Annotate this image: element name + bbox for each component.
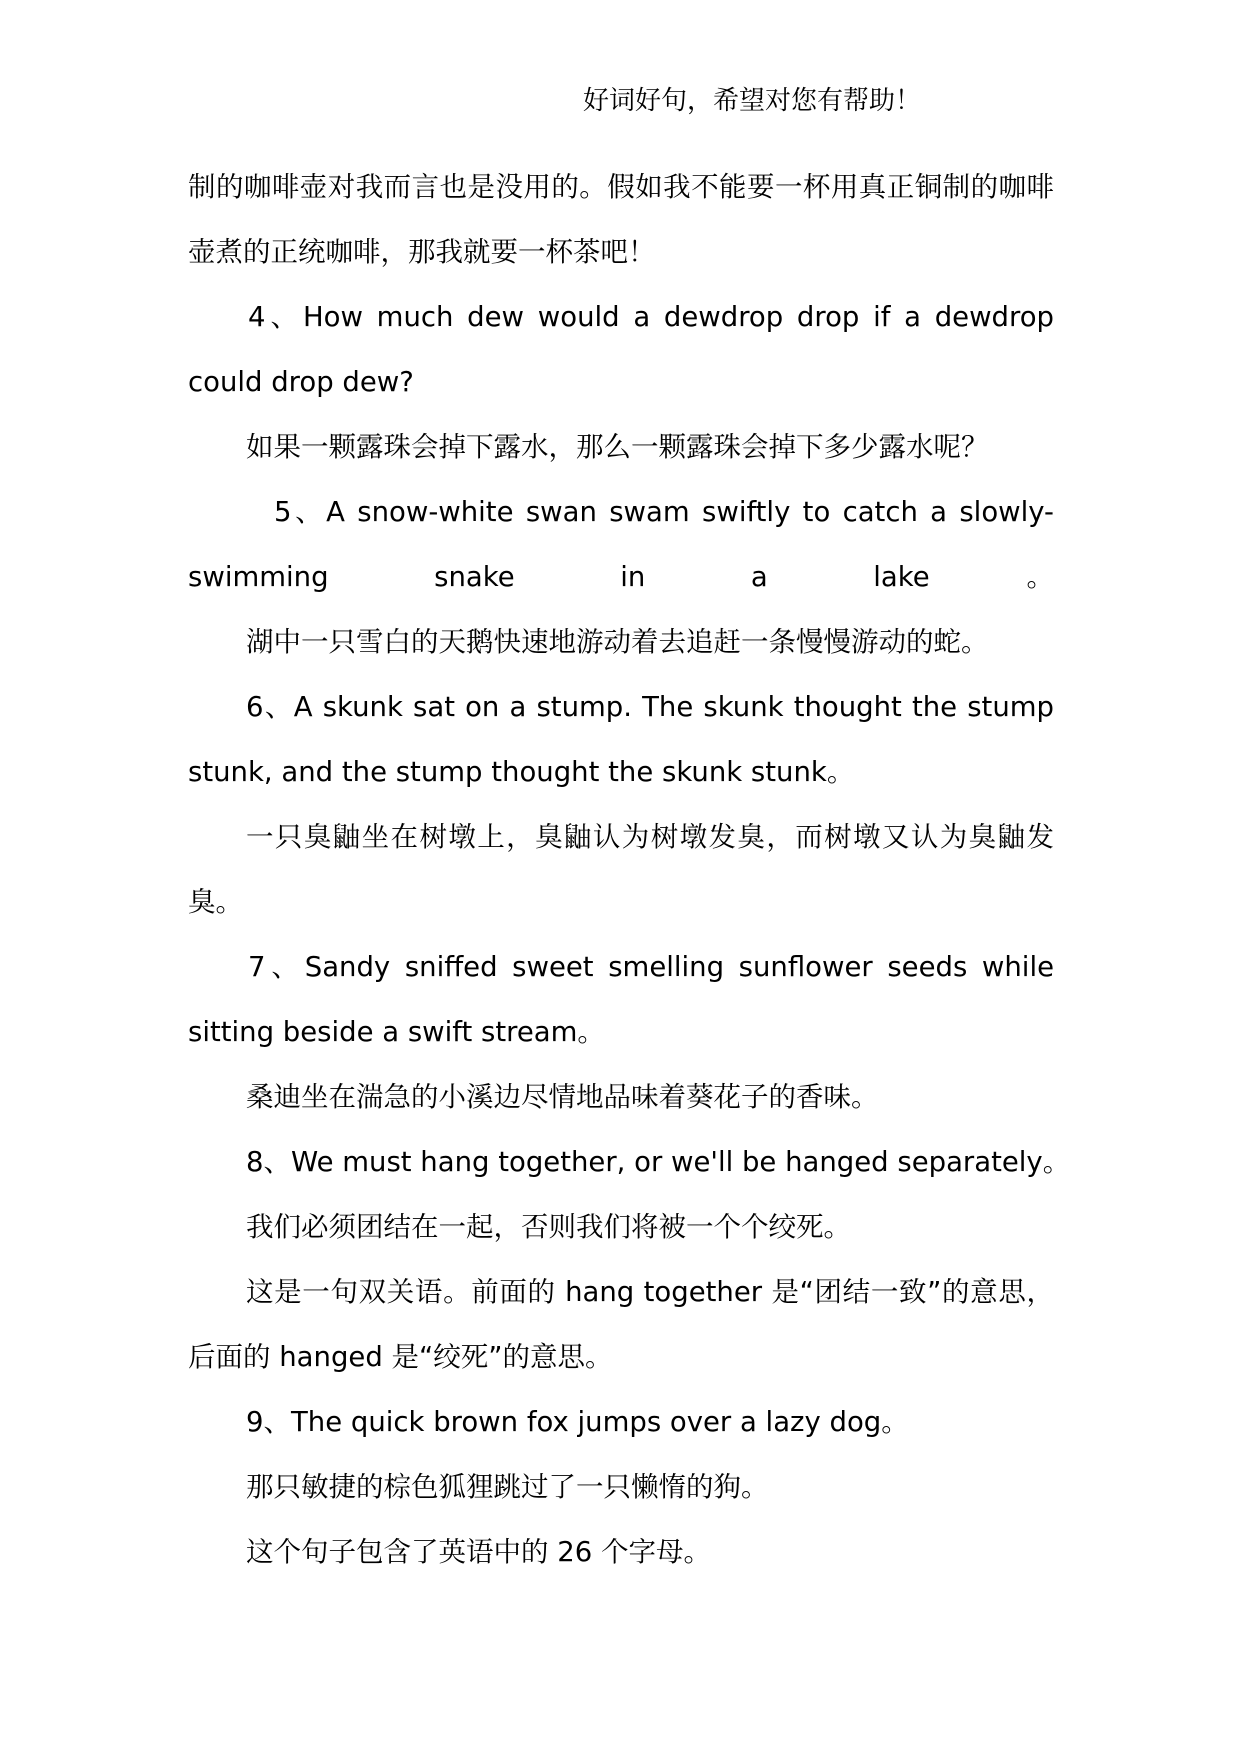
paragraph-pun-note: 这是一句双关语。前面的 hang together 是“团结一致”的意思，后面的 hanged 是“绞死”的意思。 [188,1276,1054,1373]
paragraph-tongue-twister-6: 6、A skunk sat on a stump. The skunk thought the stump stunk, and the stump thought the skunk stunk。 [188,691,1054,788]
document-body [188,155,1071,1585]
paragraph-translation-7: 桑迪坐在湍急的小溪边尽情地品味着葵花子的香味。 [246,1081,879,1113]
paragraph-translation-9: 那只敏捷的棕色狐狸跳过了一只懒惰的狗。 [246,1471,769,1503]
paragraph-coffee-end: 制的咖啡壶对我而言也是没用的。假如我不能要一杯用真正铜制的咖啡壶煮的正统咖啡，那我就要一杯茶吧！ [188,171,1054,268]
paragraph-tongue-twister-9: 9、The quick brown fox jumps over a lazy dog。 [246,1406,909,1438]
page-header: 好词好句，希望对您有帮助！ [583,86,922,116]
paragraph-translation-4: 如果一颗露珠会掉下露水，那么一颗露珠会掉下多少露水呢？ [246,431,989,463]
paragraph-tongue-twister-4: 4、How much dew would a dewdrop drop if a dewdrop could drop dew? [188,301,1054,398]
paragraph-tongue-twister-8: 8、We must hang together, or we'll be hanged separately。 [246,1146,1071,1178]
paragraph-translation-5: 湖中一只雪白的天鹅快速地游动着去追赶一条慢慢游动的蛇。 [246,626,989,658]
paragraph-tongue-twister-5: 5、A snow-white swan swam swiftly to catch a slowly-swimming snake in a lake。 [188,496,1054,593]
paragraph-tongue-twister-7: 7、Sandy sniffed sweet smelling sunflower seeds while sitting beside a swift stream。 [188,951,1054,1048]
paragraph-translation-8: 我们必须团结在一起，否则我们将被一个个绞死。 [246,1211,851,1243]
paragraph-alphabet-note: 这个句子包含了英语中的 26 个字母。 [246,1536,711,1568]
paragraph-translation-6: 一只臭鼬坐在树墩上，臭鼬认为树墩发臭，而树墩又认为臭鼬发臭。 [188,821,1054,918]
